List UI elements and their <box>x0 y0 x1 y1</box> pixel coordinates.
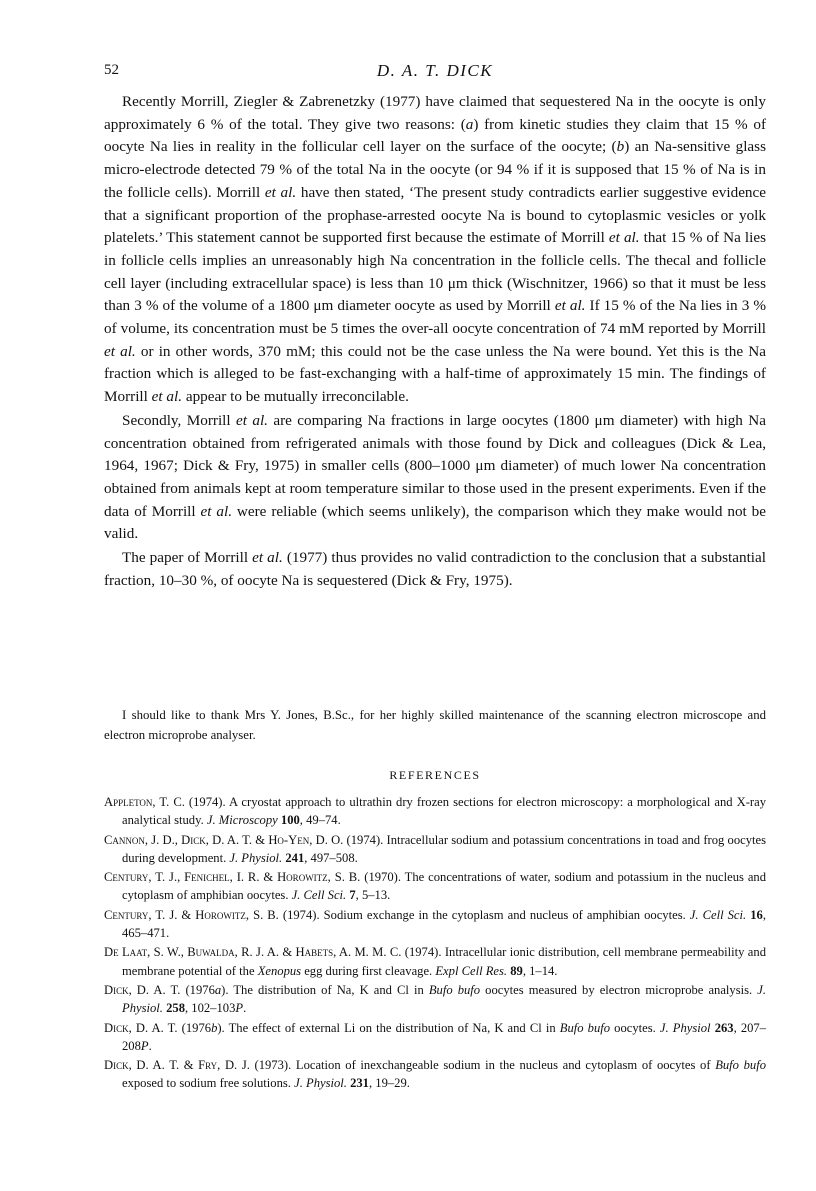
references-heading: REFERENCES <box>389 768 481 782</box>
running-head <box>104 62 766 86</box>
paragraph-morrill-claim: Recently Morrill, Ziegler & Zabrenetzky (1977) have claimed that sequestered Na in the oocyte is only approximately 6 % of the total. They give two reasons: (a) from kinetic studies they claim that 15 % of oocyte Na lies in reality in the follicular cell layer on the surface of the oocyte; (b) an Na-sensitive glass micro-electrode detected 79 % of the total Na in the oocyte (or 94 % if it is supposed that 15 % of Na is in the follicle cells). Morrill et al. have then stated, ‘The present study contradicts earlier suggestive evidence that a significant proportion of the prophase-arrested oocyte Na is bound to cytoplasmic vesicles or yolk platelets.’ This statement cannot be supported first because the estimate of Morrill et al. that 15 % of Na lies in follicle cells implies an unreasonably high Na concentration in the follicle cells. The thecal and follicle cell layer (including extracellular space) is less than 10 μm thick (Wischnitzer, 1966) so that it must be less than 3 % of the volume of a 1800 μm diameter oocyte as used by Morrill et al. If 15 % of the Na lies in 3 % of volume, its concentration must be 5 times the over-all oocyte concentration of 74 mM reported by Morrill et al. or in other words, 370 mM; this could not be the case unless the Na were bound. Yet this is the Na fraction which is alleged to be fast-exchanging with a half-time of approximately 15 min. The findings of Morrill et al. appear to be mutually irreconcilable. <box>104 93 767 406</box>
acknowledgement: I should like to thank Mrs Y. Jones, B.Sc., for her highly skilled maintenance of the scanning electron microscope and electron microprobe analyser. <box>104 708 766 742</box>
paragraph-conclusion: The paper of Morrill et al. (1977) thus provides no valid contradiction to the conclusion that a substantial fraction, 10–30 %, of oocyte Na is sequestered (Dick & Fry, 1975). <box>104 549 766 589</box>
reference-item: Appleton, T. C. (1974). A cryostat approach to ultrathin dry frozen sections for electron microscopy: a morphological and X-ray analytical study. J. Microscopy 100, 49–74. <box>104 795 767 828</box>
page-number: 52 <box>104 62 119 78</box>
reference-item: Cannon, J. D., Dick, D. A. T. & Ho-Yen, D. O. (1974). Intracellular sodium and potassium concentrations in toad and frog oocytes during development. J. Physiol. 241, 497–508. <box>104 832 767 865</box>
reference-item: Dick, D. A. T. (1976b). The effect of external Li on the distribution of Na, K and Cl in Bufo bufo oocytes. J. Physiol 263, 207–208P. <box>104 1020 767 1053</box>
paragraph-comparison: Secondly, Morrill et al. are comparing Na fractions in large oocytes (1800 μm diameter) with high Na concentration obtained from refrigerated animals with those found by Dick and colleagues (Dick & Lea, 1964, 1967; Dick & Fry, 1975) in smaller cells (800–1000 μm diameter) of much lower Na concentration obtained from animals kept at room temperature similar to those used in the present experiments. Even if the data of Morrill et al. were reliable (which seems unlikely), the comparison which they make would not be valid. <box>104 411 766 543</box>
reference-item: De Laat, S. W., Buwalda, R. J. A. & Habets, A. M. M. C. (1974). Intracellular ionic distribution, cell membrane permeability and membrane potential of the Xenopus egg during first cleavage. Expl Cell Res. 89, 1–14. <box>104 945 766 978</box>
body-text <box>104 91 766 592</box>
reference-item: Century, T. J. & Horowitz, S. B. (1974). Sodium exchange in the cytoplasm and nucleus of amphibian oocytes. J. Cell Sci. 16, 465–471. <box>104 907 766 940</box>
running-title: D. A. T. DICK <box>376 61 494 80</box>
reference-item: Dick, D. A. T. (1976a). The distribution of Na, K and Cl in Bufo bufo oocytes measured by electron microprobe analysis. J. Physiol. 258, 102–103P. <box>104 982 766 1016</box>
reference-item: Century, T. J., Fenichel, I. R. & Horowitz, S. B. (1970). The concentrations of water, sodium and potassium in the nucleus and cytoplasm of amphibian oocytes. J. Cell Sci. 7, 5–13. <box>104 870 766 903</box>
reference-list <box>104 793 766 1093</box>
reference-item: Dick, D. A. T. & Fry, D. J. (1973). Location of inexchangeable sodium in the nucleus and cytoplasm of oocytes of Bufo bufo exposed to sodium free solutions. J. Physiol. 231, 19–29. <box>104 1058 766 1091</box>
